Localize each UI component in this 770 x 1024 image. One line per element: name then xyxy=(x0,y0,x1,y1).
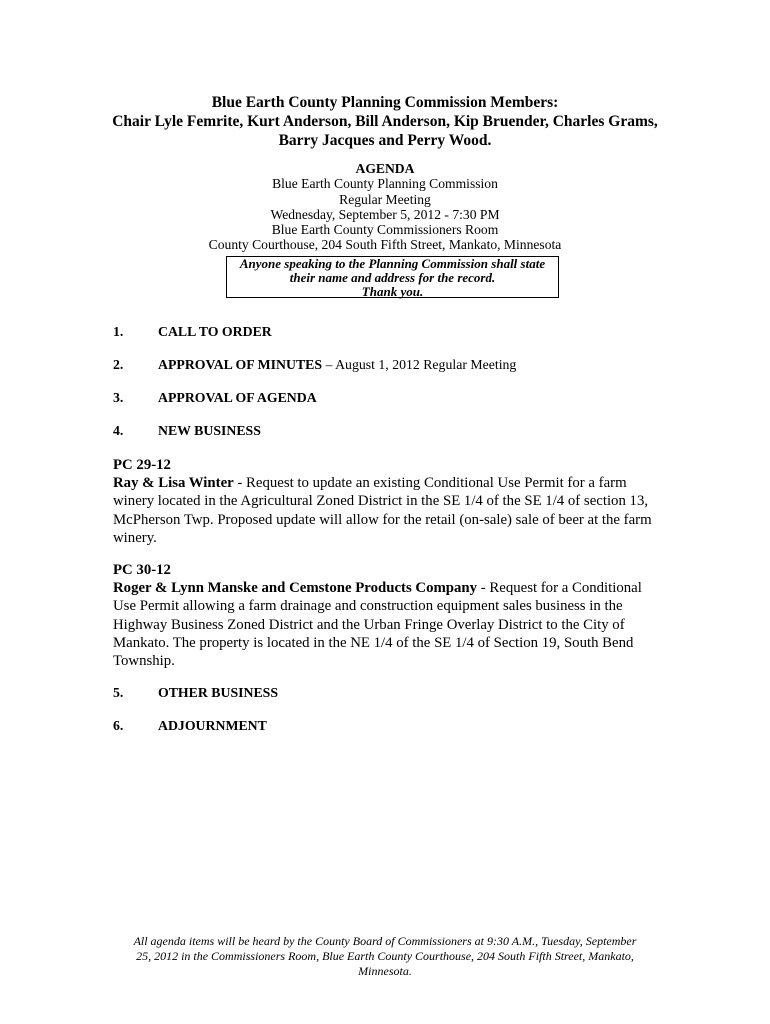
item-label: OTHER BUSINESS xyxy=(158,685,279,700)
case-applicant: Roger & Lynn Manske and Cemstone Products Company xyxy=(113,580,478,597)
footer-line-1: All agenda items will be heard by the County Board of Commissioners at 9:30 A.M., Tuesday, September xyxy=(133,934,637,948)
agenda-address: County Courthouse, 204 South Fifth Street, Mankato, Minnesota xyxy=(208,237,562,253)
members-line-3: Barry Jacques and Perry Wood. xyxy=(278,132,492,149)
item-number: 4. xyxy=(113,423,124,438)
case-pc-29-12 xyxy=(113,456,658,547)
case-description: - Request for a Conditional Use Permit allowing a farm drainage and construction equipment sales business in the Highway Business Zoned District and the Urban Fringe Overlay District to the City of Mankato. The property is located in the NE 1/4 of the SE 1/4 of Section 19, South Bend Township. xyxy=(113,580,642,670)
agenda-meeting-type: Regular Meeting xyxy=(339,191,431,207)
item-number: 2. xyxy=(113,357,124,372)
case-pc-30-12 xyxy=(113,561,658,670)
notice-line-1: Anyone speaking to the Planning Commission shall state xyxy=(239,256,546,271)
item-label: ADJOURNMENT xyxy=(158,718,267,733)
members-line-2: Chair Lyle Femrite, Kurt Anderson, Bill Anderson, Kip Bruender, Charles Grams, xyxy=(112,113,658,130)
agenda-datetime: Wednesday, September 5, 2012 - 7:30 PM xyxy=(270,206,500,222)
footer-line-3: Minnesota. xyxy=(358,964,412,978)
item-label: NEW BUSINESS xyxy=(158,423,261,438)
notice-line-3: Thank you. xyxy=(361,284,424,299)
agenda-header xyxy=(0,161,770,253)
notice-line-2: their name and address for the record. xyxy=(289,270,496,285)
case-applicant: Ray & Lisa Winter xyxy=(113,475,234,492)
case-number: PC 29-12 xyxy=(113,457,171,473)
agenda-room: Blue Earth County Commissioners Room xyxy=(271,222,499,238)
case-number: PC 30-12 xyxy=(113,562,171,578)
speaker-notice-box xyxy=(226,256,559,298)
item-label: APPROVAL OF MINUTES – August 1, 2012 Regular Meeting xyxy=(158,357,517,372)
item-label: CALL TO ORDER xyxy=(158,324,272,339)
item-detail: – August 1, 2012 Regular Meeting xyxy=(322,357,517,372)
case-description: - Request to update an existing Conditional Use Permit for a farm winery located in the Agricultural Zoned District in the SE 1/4 of the SE 1/4 of section 13, McPherson Twp. Proposed update will allow for the retail (on-sale) sale of beer at the farm winery. xyxy=(113,475,652,546)
item-number: 5. xyxy=(113,685,124,700)
agenda-org: Blue Earth County Planning Commission xyxy=(272,176,498,192)
item-number: 1. xyxy=(113,324,124,339)
footer-line-2: 25, 2012 in the Commissioners Room, Blue Earth County Courthouse, 204 South Fifth Street, Mankato, xyxy=(136,949,634,963)
members-line-1: Blue Earth County Planning Commission Members: xyxy=(211,94,559,111)
item-number: 3. xyxy=(113,390,124,405)
agenda-title: AGENDA xyxy=(355,161,415,176)
item-number: 6. xyxy=(113,718,124,733)
item-label: APPROVAL OF AGENDA xyxy=(158,390,317,405)
footer-note xyxy=(100,934,670,979)
members-heading xyxy=(0,93,770,150)
